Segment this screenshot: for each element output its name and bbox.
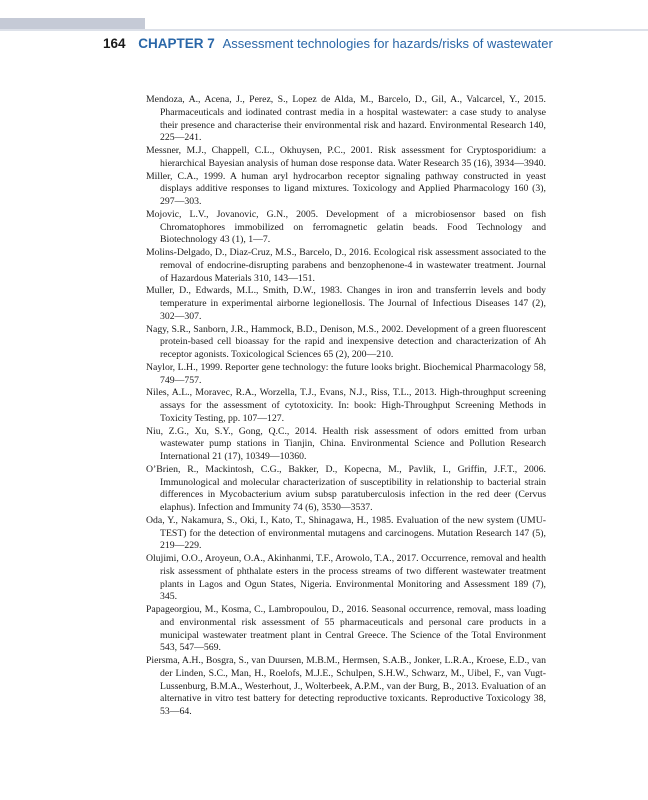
header-rule [0,29,648,31]
running-head [103,34,553,54]
page-number: 164 [103,36,126,51]
reference-entry: Papageorgiou, M., Kosma, C., Lambropoulou, D., 2016. Seasonal occurrence, removal, mass loading and environmental risk assessment of 55 pharmaceuticals and personal care products in a municipal wastewater treatment plant in Central Greece. The Science of the Total Environment 543, 547—569. [146,604,546,654]
reference-entry: Nagy, S.R., Sanborn, J.R., Hammock, B.D., Denison, M.S., 2002. Development of a green fluorescent protein-based cell bioassay for the rapid and inexpensive detection and characterization of Ah receptor agonists. Toxicological Sciences 65 (2), 200—210. [146,323,546,360]
reference-entry: Olujimi, O.O., Aroyeun, O.A., Akinhanmi, T.F., Arowolo, T.A., 2017. Occurrence, removal and health risk assessment of phthalate esters in the process streams of two different wastewater treatment plants in Lagos and Ogun States, Nigeria. Environmental Monitoring and Assessment 189 (7), 345. [146,553,546,603]
reference-entry: Molins-Delgado, D., Diaz-Cruz, M.S., Barcelo, D., 2016. Ecological risk assessment associated to the removal of endocrine-disrupting parabens and benzophenone-4 in wastewater treatment. Journal of Hazardous Materials 310, 143—151. [146,247,546,284]
reference-entry: O’Brien, R., Mackintosh, C.G., Bakker, D., Kopecna, M., Pavlik, I., Griffin, J.F.T., 2006. Immunological and molecular characterization of susceptibility in relationship to bacterial strain differences in Mycobacterium avium subsp paratuberculosis infection in the red deer (Cervus elaphus). Infection and Immunity 74 (6), 3530—3537. [146,463,546,513]
chapter-label: CHAPTER 7 [138,36,215,51]
reference-entry: Miller, C.A., 1999. A human aryl hydrocarbon receptor signaling pathway constructed in yeast displays additive responses to ligand mixtures. Toxicology and Applied Pharmacology 160 (3), 297—303. [146,170,546,207]
reference-entry: Mojovic, L.V., Jovanovic, G.N., 2005. Development of a microbiosensor based on fish Chromatophores immobilized on ferromagnetic gelatin beads. Food Technology and Biotechnology 43 (1), 1—7. [146,208,546,246]
reference-entry: Oda, Y., Nakamura, S., Oki, I., Kato, T., Shinagawa, H., 1985. Evaluation of the new system (UMU-TEST) for the detection of environmental mutagens and carcinogens. Mutation Research 147 (5), 219—229. [146,514,546,552]
reference-entry: Mendoza, A., Acena, J., Perez, S., Lopez de Alda, M., Barcelo, D., Gil, A., Valcarcel, Y., 2015. Pharmaceuticals and iodinated contrast media in a hospital wastewater: a case study to analyse their presence and characterise their environmental risk and hazard. Environmental Research 140, 225—241. [146,94,546,144]
reference-entry: Niles, A.L., Moravec, R.A., Worzella, T.J., Evans, N.J., Riss, T.L., 2013. High-throughput screening assays for the assessment of cytotoxicity. In: book: High-Throughput Screening Methods in Toxicity Testing, pp. 107—127. [146,387,546,424]
reference-entry: Muller, D., Edwards, M.L., Smith, D.W., 1983. Changes in iron and transferrin levels and body temperature in experimental airborne legionellosis. The Journal of Infectious Diseases 147 (2), 302—307. [146,285,546,322]
chapter-title: Assessment technologies for hazards/risks of wastewater [222,36,553,51]
header-accent-bar [0,18,145,29]
reference-entry: Messner, M.J., Chappell, C.L., Okhuysen, P.C., 2001. Risk assessment for Cryptosporidium: a hierarchical Bayesian analysis of human dose response data. Water Research 35 (16), 3934—3940. [146,145,546,169]
reference-list [146,94,546,719]
reference-entry: Piersma, A.H., Bosgra, S., van Duursen, M.B.M., Hermsen, S.A.B., Jonker, L.R.A., Kroese, E.D., van der Linden, S.C., Man, H., Roelofs, M.J.E., Schulpen, S.H.W., Schwarz, M., Uibel, F., van Vugt-Lussenburg, B.M.A., Westerhout, J., Wolterbeek, A.P.M., van der Burg, B., 2013. Evaluation of an alternative in vitro test battery for detecting reproductive toxicants. Reproductive Toxicology 38, 53—64. [146,655,546,717]
reference-entry: Naylor, L.H., 1999. Reporter gene technology: the future looks bright. Biochemical Pharmacology 58, 749—757. [146,361,546,386]
reference-entry: Niu, Z.G., Xu, S.Y., Gong, Q.C., 2014. Health risk assessment of odors emitted from urban wastewater pump stations in Tianjin, China. Environmental Science and Pollution Research International 21 (17), 10349—10360. [146,425,546,462]
